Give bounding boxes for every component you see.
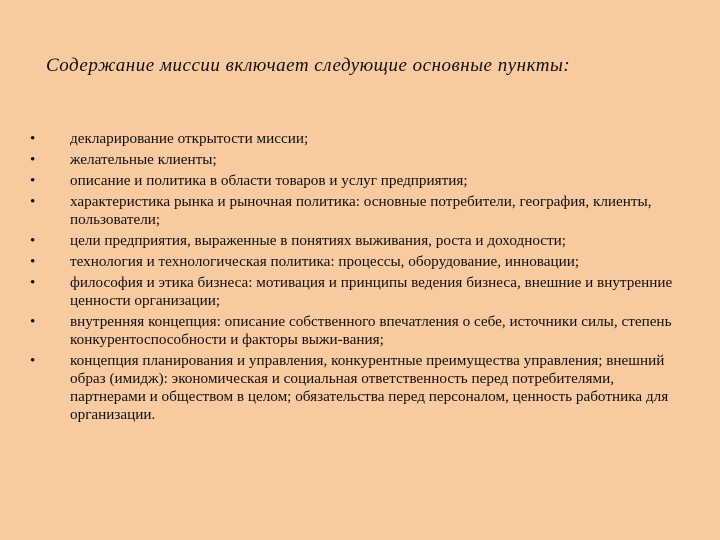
list-item: [30, 253, 690, 271]
list-item-text: философия и этика бизнеса: мотивация и принципы ведения бизнеса, внешние и внутренние ценности организации;: [70, 274, 673, 309]
list-item: [30, 232, 690, 250]
bullet-icon: •: [30, 151, 36, 168]
bullet-icon: •: [30, 172, 36, 189]
bullet-icon: •: [30, 352, 36, 369]
list-item-text: внутренняя концепция: описание собственного впечатления о себе, источники силы, степень конкурентоспособности и факторы выжи-вания;: [70, 313, 672, 348]
list-item-text: цели предприятия, выраженные в понятиях выживания, роста и доходности;: [70, 232, 567, 249]
list-item: [30, 172, 690, 190]
bullet-icon: •: [30, 313, 36, 330]
list-item-text: декларирование открытости миссии;: [70, 130, 309, 147]
list-item: [30, 151, 690, 169]
list-item-text: описание и политика в области товаров и услуг предприятия;: [70, 172, 468, 189]
list-item: [30, 193, 690, 229]
list-item: [30, 352, 690, 424]
bullet-icon: •: [30, 130, 36, 147]
list-item-text: характеристика рынка и рыночная политика: основные потребители, география, клиенты, пользователи;: [70, 193, 652, 228]
bullet-icon: •: [30, 232, 36, 249]
slide-title: Содержание миссии включает следующие основные пункты:: [46, 55, 571, 76]
list-item: [30, 130, 690, 148]
bullet-list: [30, 130, 690, 427]
list-item-text: технология и технологическая политика: процессы, оборудование, инновации;: [70, 253, 580, 270]
list-item-text: желательные клиенты;: [70, 151, 217, 168]
bullet-icon: •: [30, 274, 36, 291]
bullet-icon: •: [30, 253, 36, 270]
list-item-text: концепция планирования и управления, конкурентные преимущества управления; внешний образ (имидж): экономическая и социальная ответственность перед потребителями, партнерами и обществом в целом; обязательства перед персоналом, ценность работника для организации.: [70, 352, 669, 423]
bullet-icon: •: [30, 193, 36, 210]
list-item: [30, 313, 690, 349]
list-item: [30, 274, 690, 310]
